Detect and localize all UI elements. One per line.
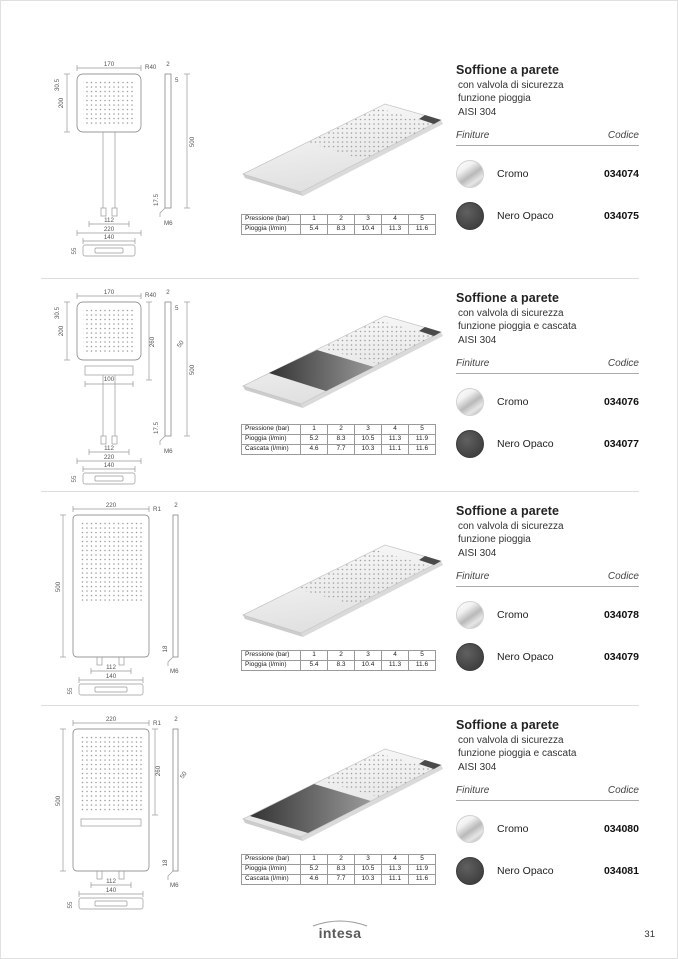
table-row [242, 225, 436, 235]
brand-logo [303, 915, 377, 948]
product-section [1, 56, 678, 278]
finish-header [456, 785, 639, 801]
flow-table [241, 424, 436, 455]
product-desc-line: AISI 304 [458, 334, 497, 346]
dimension-label: 220 [103, 226, 115, 233]
product-desc-line: funzione pioggia e cascata [458, 321, 577, 333]
product-title: Soffione a parete [456, 63, 560, 77]
dimension-label: 220 [105, 716, 117, 723]
product-desc-line: con valvola di sicurezza [458, 80, 564, 91]
dimension-label: 112 [104, 445, 114, 452]
finiture-label: Finiture [456, 570, 490, 582]
dimension-label: M6 [170, 882, 179, 889]
chrome-swatch-icon [456, 160, 484, 188]
product-render [237, 527, 447, 642]
dimension-label: 55 [67, 901, 74, 909]
product-desc-line: funzione pioggia [458, 534, 531, 546]
finish-name: Cromo [497, 395, 529, 408]
black-swatch-icon [456, 202, 484, 230]
pressure-cell: 3 [355, 215, 382, 225]
pressure-cell: 2 [328, 855, 355, 865]
flow-table [241, 854, 436, 885]
table-row [242, 425, 436, 435]
dimension-label: R40 [145, 292, 157, 299]
dimension-label: 55 [71, 475, 78, 483]
flow-value-cell: 10.4 [355, 661, 382, 671]
dimension-label: 17.5 [153, 421, 160, 435]
dimension-label: 140 [105, 887, 117, 894]
dimension-label: 2 [166, 289, 170, 296]
table-header-cell: Pressione (bar) [242, 855, 301, 865]
dimension-label: 5 [175, 77, 179, 84]
finish-name: Nero Opaco [497, 864, 554, 877]
dimension-label: M6 [164, 220, 173, 227]
pressure-cell: 1 [301, 855, 328, 865]
flow-value-cell: 11.6 [409, 875, 436, 885]
section-divider [41, 278, 639, 279]
flow-value-cell: 5.4 [301, 661, 328, 671]
flow-value-cell: 11.6 [409, 225, 436, 235]
dimension-label: 55 [67, 687, 74, 695]
dimension-label: 500 [55, 581, 62, 593]
pressure-cell: 5 [409, 425, 436, 435]
codice-label: Codice [607, 570, 639, 582]
table-row [242, 855, 436, 865]
flow-value-cell: 11.3 [382, 661, 409, 671]
technical-drawing [49, 499, 244, 699]
flow-value-cell: 11.3 [382, 225, 409, 235]
brand-name: intesa [318, 925, 362, 941]
dimension-label: R1 [153, 720, 161, 727]
dimension-label: 112 [104, 217, 114, 224]
chrome-swatch-icon [456, 815, 484, 843]
product-render [237, 298, 447, 413]
technical-drawing [49, 58, 244, 258]
flow-value-cell: 5.4 [301, 225, 328, 235]
finish-row [456, 388, 639, 416]
finish-code: 034081 [603, 864, 639, 877]
pressure-cell: 4 [382, 651, 409, 661]
table-header-cell: Pressione (bar) [242, 651, 301, 661]
codice-label: Codice [607, 357, 639, 369]
pressure-cell: 4 [382, 425, 409, 435]
pressure-cell: 1 [301, 651, 328, 661]
flow-value-cell: 11.9 [409, 865, 436, 875]
finish-code: 034074 [603, 167, 639, 180]
finish-row [456, 857, 639, 885]
flow-value-cell: 4.6 [301, 875, 328, 885]
table-row [242, 651, 436, 661]
row-label-cell: Pioggia (l/min) [242, 865, 301, 875]
dimension-label: 500 [189, 136, 196, 148]
flow-value-cell: 5.2 [301, 865, 328, 875]
chrome-swatch-icon [456, 601, 484, 629]
pressure-cell: 5 [409, 215, 436, 225]
dimension-label: 50 [178, 770, 189, 781]
table-row [242, 445, 436, 455]
finish-code: 034075 [603, 209, 639, 222]
flow-value-cell: 10.5 [355, 865, 382, 875]
dimension-label: 112 [106, 664, 116, 671]
dimension-label: 200 [58, 97, 65, 109]
table-row [242, 865, 436, 875]
finiture-label: Finiture [456, 784, 490, 796]
finish-name: Cromo [497, 822, 529, 835]
product-section [1, 284, 678, 491]
flow-value-cell: 7.7 [328, 875, 355, 885]
finish-header [456, 130, 639, 146]
finish-row [456, 643, 639, 671]
product-desc-line: funzione pioggia e cascata [458, 748, 577, 760]
finish-code: 034077 [603, 437, 639, 450]
dimension-label: 140 [103, 462, 115, 469]
table-row [242, 435, 436, 445]
technical-drawing [49, 286, 244, 486]
flow-value-cell: 10.3 [355, 445, 382, 455]
product-desc-line: con valvola di sicurezza [458, 735, 564, 746]
product-desc-line: con valvola di sicurezza [458, 308, 564, 319]
finish-name: Cromo [497, 167, 529, 180]
finish-row [456, 430, 639, 458]
pressure-cell: 1 [301, 425, 328, 435]
product-desc-line: AISI 304 [458, 761, 497, 773]
dimension-label: 18 [162, 645, 169, 653]
flow-value-cell: 11.6 [409, 445, 436, 455]
pressure-cell: 2 [328, 425, 355, 435]
pressure-cell: 5 [409, 855, 436, 865]
product-render [237, 731, 447, 846]
row-label-cell: Pioggia (l/min) [242, 225, 301, 235]
pressure-cell: 2 [328, 215, 355, 225]
dimension-label: 5 [175, 305, 179, 312]
finish-header [456, 571, 639, 587]
codice-label: Codice [607, 129, 639, 141]
technical-drawing [49, 713, 244, 913]
table-row [242, 215, 436, 225]
dimension-label: R40 [145, 64, 157, 71]
product-section [1, 711, 678, 907]
dimension-label: 170 [103, 289, 115, 296]
dimension-label: 200 [58, 325, 65, 337]
pressure-cell: 4 [382, 855, 409, 865]
flow-value-cell: 11.1 [382, 875, 409, 885]
pressure-cell: 3 [355, 651, 382, 661]
dimension-label: 220 [105, 502, 117, 509]
flow-value-cell: 4.6 [301, 445, 328, 455]
finish-name: Nero Opaco [497, 650, 554, 663]
table-header-cell: Pressione (bar) [242, 215, 301, 225]
dimension-label: 170 [103, 61, 115, 68]
section-divider [41, 491, 639, 492]
pressure-cell: 2 [328, 651, 355, 661]
finish-name: Nero Opaco [497, 209, 554, 222]
section-divider [41, 705, 639, 706]
row-label-cell: Cascata (l/min) [242, 445, 301, 455]
dimension-label: 30.5 [54, 306, 61, 320]
dimension-label: M6 [170, 668, 179, 675]
product-info [456, 718, 639, 885]
finish-row [456, 601, 639, 629]
dimension-label: 260 [149, 336, 156, 348]
dimension-label: 500 [55, 795, 62, 807]
product-desc-line: funzione pioggia [458, 93, 531, 105]
flow-value-cell: 10.4 [355, 225, 382, 235]
row-label-cell: Cascata (l/min) [242, 875, 301, 885]
row-label-cell: Pioggia (l/min) [242, 435, 301, 445]
dimension-label: 18 [162, 859, 169, 867]
finish-name: Nero Opaco [497, 437, 554, 450]
product-title: Soffione a parete [456, 718, 560, 732]
flow-value-cell: 8.3 [328, 661, 355, 671]
product-desc-line: AISI 304 [458, 547, 497, 559]
flow-value-cell: 8.3 [328, 435, 355, 445]
finiture-label: Finiture [456, 357, 490, 369]
black-swatch-icon [456, 857, 484, 885]
flow-value-cell: 11.3 [382, 865, 409, 875]
finish-row [456, 202, 639, 230]
black-swatch-icon [456, 430, 484, 458]
finish-row [456, 815, 639, 843]
chrome-swatch-icon [456, 388, 484, 416]
product-desc-line: AISI 304 [458, 106, 497, 118]
product-title: Soffione a parete [456, 504, 560, 518]
dimension-label: 2 [174, 502, 178, 509]
table-row [242, 875, 436, 885]
flow-value-cell: 10.3 [355, 875, 382, 885]
product-desc-line: con valvola di sicurezza [458, 521, 564, 532]
dimension-label: R1 [153, 506, 161, 513]
pressure-cell: 3 [355, 425, 382, 435]
dimension-label: 500 [189, 364, 196, 376]
flow-value-cell: 8.3 [328, 225, 355, 235]
row-label-cell: Pioggia (l/min) [242, 661, 301, 671]
product-render [237, 86, 447, 201]
finish-code: 034080 [603, 822, 639, 835]
table-row [242, 661, 436, 671]
codice-label: Codice [607, 784, 639, 796]
dimension-label: 220 [103, 454, 115, 461]
finish-header [456, 358, 639, 374]
dimension-label: 2 [174, 716, 178, 723]
dimension-label: 140 [103, 234, 115, 241]
finiture-label: Finiture [456, 129, 490, 141]
dimension-label: 260 [155, 765, 162, 777]
product-info [456, 504, 639, 671]
finish-code: 034079 [603, 650, 639, 663]
flow-value-cell: 11.6 [409, 661, 436, 671]
product-info [456, 291, 639, 458]
dimension-label: 140 [105, 673, 117, 680]
pressure-cell: 4 [382, 215, 409, 225]
product-section [1, 497, 678, 705]
pressure-cell: 3 [355, 855, 382, 865]
table-header-cell: Pressione (bar) [242, 425, 301, 435]
flow-value-cell: 11.9 [409, 435, 436, 445]
dimension-label: 2 [166, 61, 170, 68]
pressure-cell: 5 [409, 651, 436, 661]
finish-name: Cromo [497, 608, 529, 621]
black-swatch-icon [456, 643, 484, 671]
flow-value-cell: 10.5 [355, 435, 382, 445]
flow-value-cell: 5.2 [301, 435, 328, 445]
pressure-cell: 1 [301, 215, 328, 225]
flow-value-cell: 8.3 [328, 865, 355, 875]
dimension-label: 112 [106, 878, 116, 885]
product-info [456, 63, 639, 230]
dimension-label: 50 [175, 339, 186, 350]
page-number: 31 [644, 929, 655, 940]
product-title: Soffione a parete [456, 291, 560, 305]
dimension-label: 100 [103, 376, 115, 383]
dimension-label: 55 [71, 247, 78, 255]
dimension-label: 17.5 [153, 193, 160, 207]
flow-value-cell: 7.7 [328, 445, 355, 455]
flow-value-cell: 11.1 [382, 445, 409, 455]
finish-row [456, 160, 639, 188]
dimension-label: 30.5 [54, 78, 61, 92]
flow-table [241, 214, 436, 235]
finish-code: 034078 [603, 608, 639, 621]
dimension-label: M6 [164, 448, 173, 455]
flow-table [241, 650, 436, 671]
flow-value-cell: 11.3 [382, 435, 409, 445]
finish-code: 034076 [603, 395, 639, 408]
